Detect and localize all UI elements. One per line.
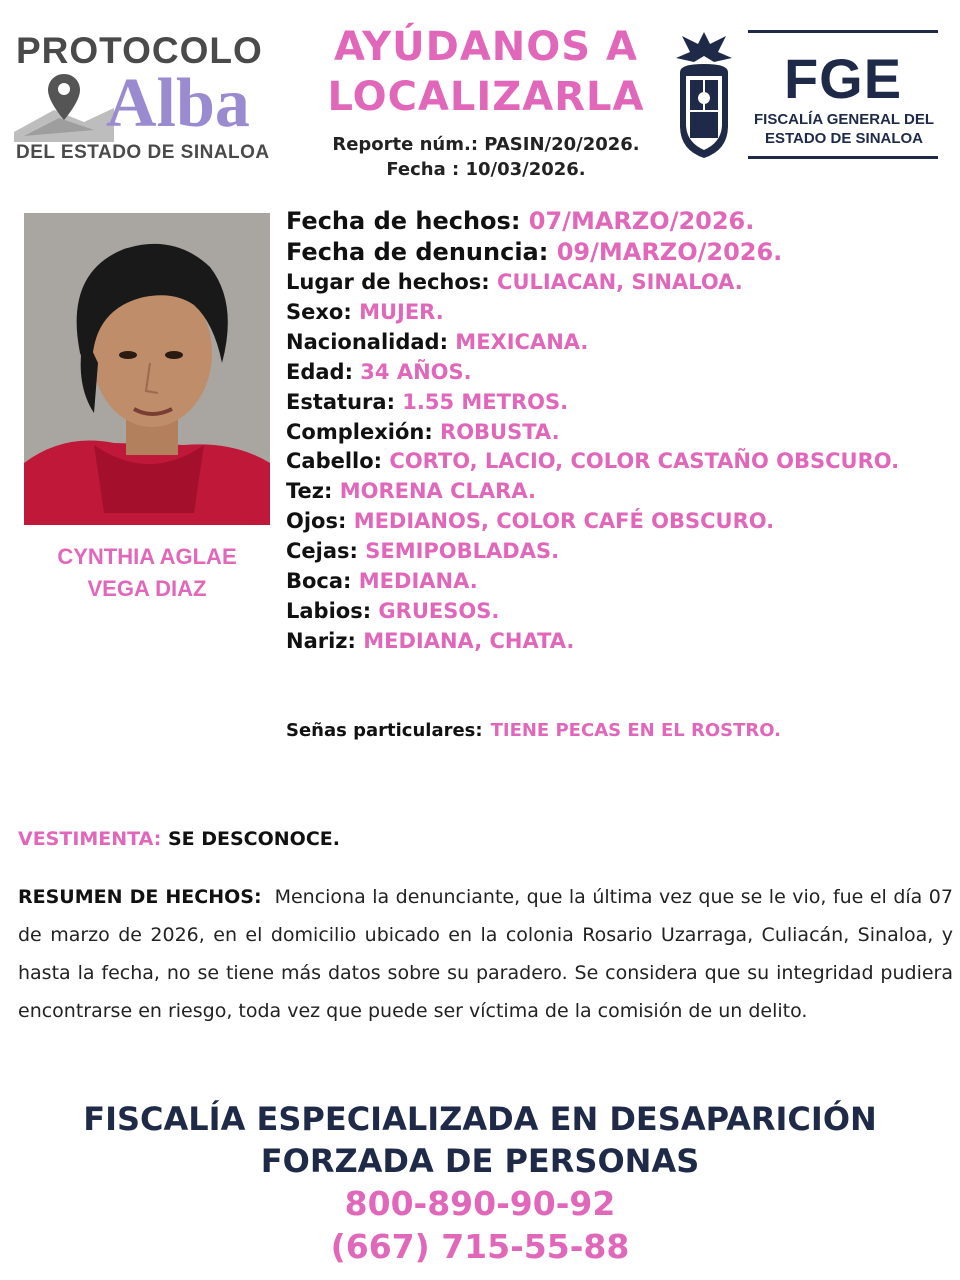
field-value: 1.55 METROS.	[402, 389, 569, 414]
missing-person-photo	[24, 213, 270, 525]
field-value: 09/MARZO/2026.	[556, 238, 783, 266]
logo-line-alba: Alba	[106, 65, 250, 142]
field-label: Ojos:	[286, 509, 347, 534]
vestimenta	[18, 828, 340, 850]
field-value: MEDIANOS, COLOR CAFÉ OBSCURO.	[353, 509, 775, 534]
fge-subtitle-line-1: FISCALÍA GENERAL DEL	[753, 111, 934, 128]
field-label: Nacionalidad:	[286, 329, 448, 354]
field-label: Cabello:	[286, 449, 383, 474]
senas-value: TIENE PECAS EN EL ROSTRO.	[490, 720, 782, 741]
field-value: ROBUSTA.	[440, 419, 560, 444]
fge-top-bar	[748, 30, 938, 33]
person-name-line-1: CYNTHIA AGLAE	[57, 544, 237, 569]
footer-title-line-1: FISCALÍA ESPECIALIZADA EN DESAPARICIÓN	[83, 1100, 877, 1138]
field-value: 34 AÑOS.	[360, 359, 472, 384]
field-value: MEXICANA.	[455, 329, 589, 354]
title-line-2: LOCALIZARLA	[327, 74, 645, 120]
field-label: Edad:	[286, 359, 353, 384]
field-label: Tez:	[286, 479, 333, 504]
field-complexion	[286, 418, 956, 448]
field-nariz	[286, 627, 956, 657]
page-title	[318, 22, 654, 122]
field-estatura	[286, 388, 956, 418]
fge-bottom-bar	[748, 156, 938, 159]
fge-title: FGE	[783, 47, 903, 110]
field-label: Fecha de denuncia:	[286, 238, 549, 266]
fge-logo	[748, 30, 944, 160]
phone-number-2[interactable]: (667) 715-55-88	[330, 1227, 630, 1266]
phone-number-1[interactable]: 800-890-90-92	[344, 1184, 616, 1223]
field-value: SEMIPOBLADAS.	[365, 539, 560, 564]
field-label: Lugar de hechos:	[286, 270, 490, 294]
fge-subtitle	[744, 110, 944, 148]
field-sexo	[286, 298, 956, 328]
field-value: 07/MARZO/2026.	[528, 207, 755, 235]
field-value: CORTO, LACIO, COLOR CASTAÑO OBSCURO.	[389, 449, 900, 474]
field-label: Sexo:	[286, 299, 352, 324]
field-fecha-denuncia	[286, 237, 956, 268]
report-number: Reporte núm.: PASIN/20/2026.	[332, 134, 640, 155]
field-labios	[286, 597, 956, 627]
fge-subtitle-line-2: ESTADO DE SINALOA	[764, 130, 924, 147]
field-label: Complexión:	[286, 419, 433, 444]
field-ojos	[286, 507, 956, 537]
resumen-label: RESUMEN DE HECHOS:	[18, 886, 262, 908]
field-edad	[286, 358, 956, 388]
title-line-1: AYÚDANOS A	[334, 24, 638, 70]
resumen-hechos	[18, 878, 953, 1030]
senas-label: Señas particulares:	[286, 720, 483, 741]
map-pin-icon	[14, 70, 114, 142]
field-label: Nariz:	[286, 628, 356, 653]
vestimenta-value: SE DESCONOCE.	[167, 828, 340, 850]
field-nacionalidad	[286, 328, 956, 358]
field-label: Cejas:	[286, 539, 358, 564]
report-date: Fecha : 10/03/2026.	[386, 159, 586, 180]
field-value: MEDIANA, CHATA.	[363, 628, 575, 653]
person-name	[22, 541, 272, 605]
field-cabello	[286, 447, 956, 477]
resumen-text: Menciona la denunciante, que la última vez que se le vio, fue el día 07 de marzo de 2026, en el domicilio ubicado en la colonia Rosario Uzarraga, Culiacán, Sinaloa, y hasta la fecha, no se tiene más datos sobre su paradero. Se considera que su integridad pudiera encontrarse en riesgo, toda vez que puede ser víctima de la comisión de un delito.	[18, 886, 953, 1022]
senas-particulares	[286, 720, 956, 741]
person-name-line-2: VEGA DIAZ	[87, 576, 207, 601]
field-tez	[286, 477, 956, 507]
field-fecha-hechos	[286, 206, 956, 237]
field-boca	[286, 567, 956, 597]
footer-title	[0, 1098, 960, 1182]
field-label: Estatura:	[286, 389, 395, 414]
report-info	[318, 132, 654, 182]
field-value: CULIACAN, SINALOA.	[497, 270, 743, 294]
field-label: Labios:	[286, 598, 372, 623]
field-lugar-hechos	[286, 268, 956, 298]
person-details	[286, 206, 956, 657]
logo-line-estado: DEL ESTADO DE SINALOA	[16, 142, 270, 163]
logo-line-protocolo: PROTOCOLO	[16, 30, 263, 71]
vestimenta-label: VESTIMENTA:	[18, 828, 162, 850]
field-value: MORENA CLARA.	[339, 479, 536, 504]
field-cejas	[286, 537, 956, 567]
field-label: Boca:	[286, 569, 352, 594]
field-value: MUJER.	[359, 299, 444, 324]
person-portrait-icon	[24, 213, 270, 525]
footer-title-line-2: FORZADA DE PERSONAS	[260, 1142, 700, 1180]
sinaloa-seal-icon	[668, 28, 740, 162]
protocolo-alba-logo	[14, 30, 300, 170]
field-label: Fecha de hechos:	[286, 207, 521, 235]
field-value: GRUESOS.	[378, 598, 500, 623]
field-value: MEDIANA.	[358, 569, 478, 594]
